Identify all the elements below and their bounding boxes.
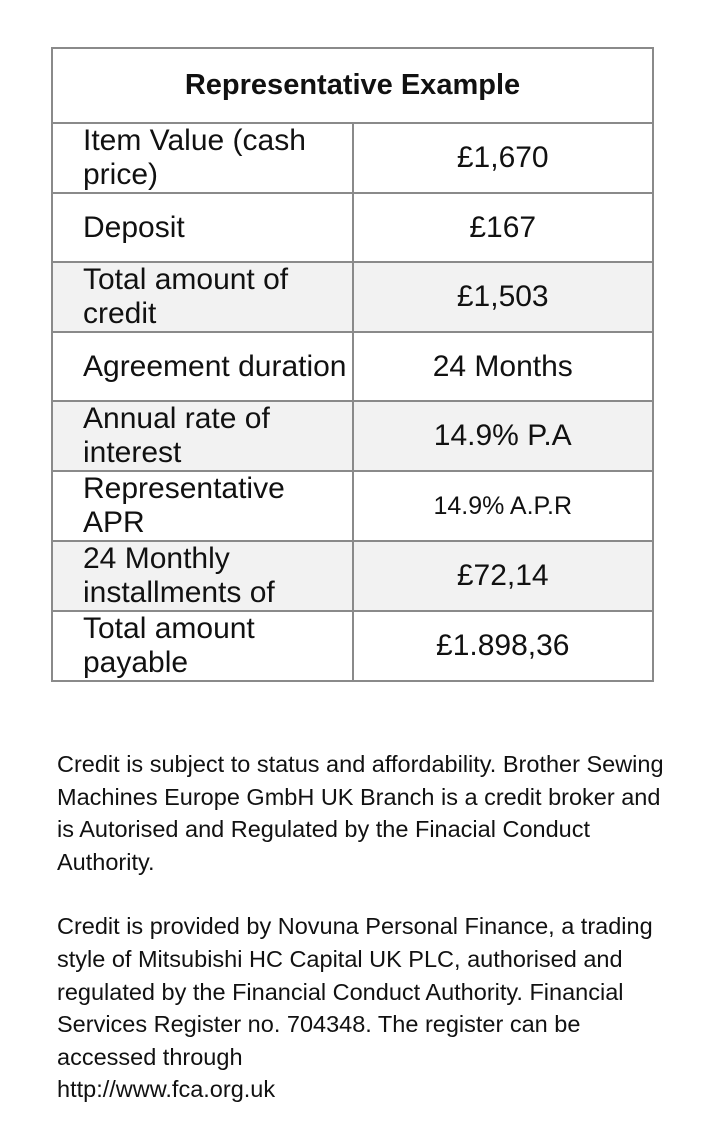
row-value: 14.9% P.A <box>353 401 654 471</box>
row-value: 14.9% A.P.R <box>353 471 654 541</box>
row-label: Deposit <box>52 193 353 262</box>
table-row-representative-apr <box>52 471 653 541</box>
table-row-deposit <box>52 193 653 262</box>
table-row-annual-rate <box>52 401 653 471</box>
row-label: 24 Monthly installments of <box>52 541 353 611</box>
disclaimer-paragraph-provider <box>57 910 667 1106</box>
table-row-agreement-duration <box>52 332 653 401</box>
row-value: 24 Months <box>353 332 654 401</box>
disclaimer-paragraph-broker: Credit is subject to status and affordability. Brother Sewing Machines Europe GmbH UK Branch is a credit broker and is Autorised and Regulated by the Finacial Conduct Authority. <box>57 751 664 875</box>
row-label: Representative APR <box>52 471 353 541</box>
row-value: £1,670 <box>353 123 654 193</box>
disclaimer-provider-text: Credit is provided by Novuna Personal Finance, a trading style of Mitsubishi HC Capital UK PLC, authorised and regulated by the Financial Conduct Authority. Financial Services Register no. 704348. The register can be accessed through <box>57 913 653 1070</box>
fca-register-link[interactable]: http://www.fca.org.uk <box>57 1076 276 1103</box>
table-row-total-credit <box>52 262 653 332</box>
table-title: Representative Example <box>52 48 653 123</box>
row-label: Total amount payable <box>52 611 353 681</box>
table-header-row <box>52 48 653 123</box>
row-value: £1,503 <box>353 262 654 332</box>
row-value: £167 <box>353 193 654 262</box>
row-value: £72,14 <box>353 541 654 611</box>
row-label: Total amount of credit <box>52 262 353 332</box>
credit-disclaimer <box>57 748 667 1106</box>
table-row-total-payable <box>52 611 653 681</box>
table-row-item-value <box>52 123 653 193</box>
representative-example-table <box>51 47 654 682</box>
row-label: Annual rate of interest <box>52 401 353 471</box>
row-value: £1.898,36 <box>353 611 654 681</box>
row-label: Item Value (cash price) <box>52 123 353 193</box>
table-row-monthly-installments <box>52 541 653 611</box>
row-label: Agreement duration <box>52 332 353 401</box>
